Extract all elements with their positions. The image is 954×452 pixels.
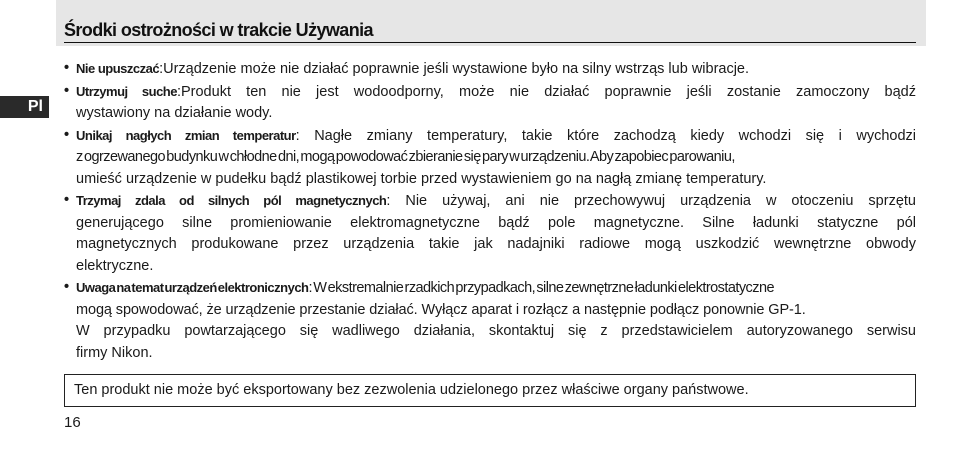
export-notice-box: Ten produkt nie może być eksportowany bez zezwolenia udzielonego przez właściwe organy państwowe. <box>64 374 916 407</box>
bullet-lead: Nie upuszczać <box>76 61 160 76</box>
list-item-temperature <box>64 125 916 191</box>
bullet-lead: Uwaga na temat urządzeń elektronicznych <box>76 280 309 295</box>
text-line: wystawiony na działanie wody. <box>76 105 273 121</box>
bullet-body: :Produkt ten nie jest wodoodporny, może nie działać poprawnie jeśli zostanie zamoczony bądź <box>176 83 916 100</box>
text-line <box>76 277 916 300</box>
text-line: z ogrzewanego budynku w chłodne dni, mogą powodować zbieranie się pary w urządzeniu. Aby zapobiec parowaniu, <box>76 149 735 165</box>
text-line: mogą spowodować, że urządzenie przestanie działać. Wyłącz aparat i rozłącz a następnie podłącz ponownie GP-1. <box>76 301 806 318</box>
bullet-body: : Nie używaj, ani nie przechowywuj urządzenia w otoczeniu sprzętu <box>386 193 916 209</box>
bullet-icon: • <box>64 192 70 208</box>
bullet-text <box>76 190 916 277</box>
bullet-body: : W ekstremalnie rzadkich przypadkach, silne zewnętrzne ładunki elektrostatyczne <box>308 280 774 296</box>
page-title: Środki ostrożności w trakcie Używania <box>64 19 916 43</box>
page-number: 16 <box>64 414 81 431</box>
bullet-lead: Unikaj nagłych zmian temperatur <box>76 127 296 143</box>
text-line: firmy Nikon. <box>76 344 153 361</box>
list-item-magnetic <box>64 190 916 277</box>
bullet-text <box>76 277 916 364</box>
bullet-icon: • <box>64 279 70 295</box>
text-line: generującego silne promieniowanie elektromagnetyczne bądź pole magnetyczne. Silne ładunki statyczne pól <box>76 214 916 231</box>
text-line: magnetycznych produkowane przez urządzenia takie jak nadajniki radiowe mogą uszkodzić wewnętrzne obwody <box>76 236 916 252</box>
text-line <box>76 125 916 148</box>
bullet-text <box>76 58 916 81</box>
text-line <box>76 58 916 81</box>
text-line <box>76 190 916 213</box>
precautions-list <box>64 58 916 364</box>
bullet-body: :Urządzenie może nie działać poprawnie jeśli wystawione było na silny wstrząs lub wibracje. <box>159 61 750 77</box>
list-item-drop <box>64 58 916 81</box>
list-item-electronics <box>64 277 916 364</box>
bullet-text <box>76 81 916 125</box>
bullet-icon: • <box>64 60 70 76</box>
text-line <box>76 81 916 104</box>
text-line: elektryczne. <box>76 257 154 274</box>
language-tab: Pl <box>0 96 49 118</box>
bullet-icon: • <box>64 82 70 99</box>
bullet-lead: Utrzymuj suche <box>76 83 177 99</box>
bullet-lead: Trzymaj zdala od silnych pól magnetycznych <box>76 193 387 208</box>
bullet-body: : Nagłe zmiany temperatury, takie które zachodzą kiedy wchodzi się i wychodzi <box>295 127 916 144</box>
list-item-keep-dry <box>64 81 916 125</box>
text-line: W przypadku powtarzającego się wadliwego działania, skontaktuj się z przedstawicielem autoryzowanego serwisu <box>76 323 916 339</box>
bullet-icon: • <box>64 126 70 143</box>
text-line: umieść urządzenie w pudełku bądź plastikowej torbie przed wystawieniem go na nagłą zmianę temperatury. <box>76 170 767 187</box>
bullet-text <box>76 125 916 191</box>
